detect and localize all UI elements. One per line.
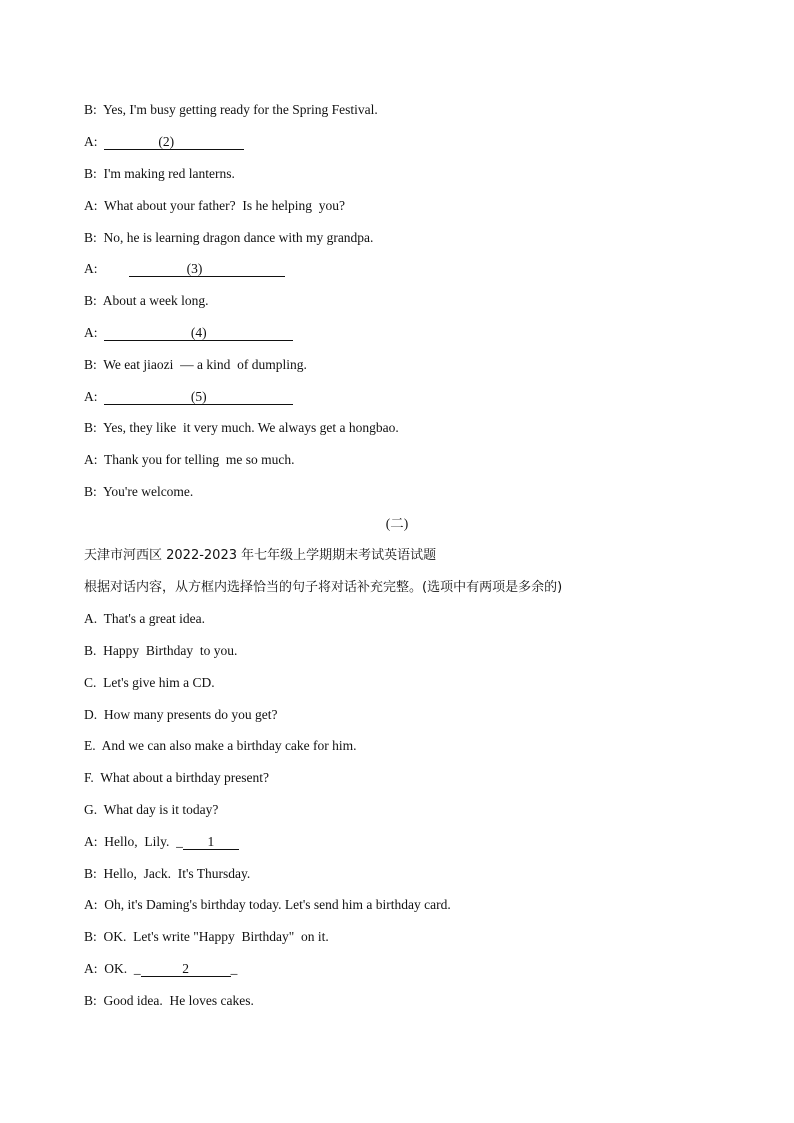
answer-blank-3[interactable] — [129, 261, 285, 277]
blank-suffix: _ — [230, 961, 238, 976]
option-g: G. What day is it today? — [84, 802, 219, 817]
option-e: E. And we can also make a birthday cake for him. — [84, 738, 357, 753]
option-a: A. That's a great idea. — [84, 611, 206, 626]
dialogue-line-a12: A: Thank you for telling me so much. — [84, 452, 295, 467]
dialogue-line-a4: A: What about your father? Is he helping you? — [84, 198, 346, 213]
dialogue2-line-b6: B: Good idea. He loves cakes. — [84, 993, 254, 1008]
dialogue-line-a8 — [84, 324, 293, 342]
dialogue-line-b13: B: You're welcome. — [84, 484, 194, 499]
blank-number: 2 — [182, 961, 189, 976]
option-d: D. How many presents do you get? — [84, 707, 278, 722]
exam-instruction: 根据对话内容，从方框内选择恰当的句子将对话补充完整。(选项中有两项是多余的) — [84, 580, 563, 595]
blank-number: 1 — [207, 834, 215, 849]
dialogue2-line-a3: A: Oh, it's Daming's birthday today. Let's send him a birthday card. — [84, 897, 451, 912]
section-number: (二) — [385, 516, 409, 531]
dialogue-line-a2 — [84, 133, 244, 151]
option-c: C. Let's give him a CD. — [84, 675, 215, 690]
answer-blank-1[interactable] — [183, 834, 239, 850]
dialogue2-prefix: A: OK. _ — [84, 961, 141, 976]
speaker-prefix: A: — [84, 134, 105, 149]
answer-blank-4[interactable] — [104, 325, 293, 341]
blank-number: (3) — [186, 261, 203, 276]
speaker-prefix: A: — [84, 325, 105, 340]
dialogue-line-b3: B: I'm making red lanterns. — [84, 166, 235, 181]
option-f: F. What about a birthday present? — [84, 770, 269, 785]
dialogue-line-b5: B: No, he is learning dragon dance with my grandpa. — [84, 230, 374, 245]
dialogue-line-a6 — [84, 260, 285, 278]
dialogue2-line-a5 — [84, 960, 237, 978]
blank-number: (4) — [190, 325, 207, 340]
dialogue-line-b7: B: About a week long. — [84, 293, 209, 308]
option-b: B. Happy Birthday to you. — [84, 643, 238, 658]
speaker-prefix: A: — [84, 389, 105, 404]
speaker-prefix: A: — [84, 261, 98, 276]
blank-number: (5) — [190, 389, 207, 404]
dialogue-line-b1: B: Yes, I'm busy getting ready for the Spring Festival. — [84, 102, 378, 117]
dialogue-line-a10 — [84, 388, 293, 406]
dialogue2-line-a1 — [84, 833, 239, 851]
answer-blank-2[interactable] — [104, 134, 244, 150]
dialogue2-prefix: A: Hello, Lily. _ — [84, 834, 183, 849]
dialogue-line-b9: B: We eat jiaozi — a kind of dumpling. — [84, 357, 307, 372]
answer-blank-5[interactable] — [104, 389, 293, 405]
dialogue2-line-b4: B: OK. Let's write "Happy Birthday" on it. — [84, 929, 329, 944]
answer-blank-2b[interactable] — [141, 961, 231, 977]
blank-number: (2) — [158, 134, 175, 149]
dialogue2-line-b2: B: Hello, Jack. It's Thursday. — [84, 866, 251, 881]
dialogue-line-b11: B: Yes, they like it very much. We always get a hongbao. — [84, 420, 399, 435]
exam-source-title: 天津市河西区 2022-2023 年七年级上学期期末考试英语试题 — [84, 548, 437, 563]
